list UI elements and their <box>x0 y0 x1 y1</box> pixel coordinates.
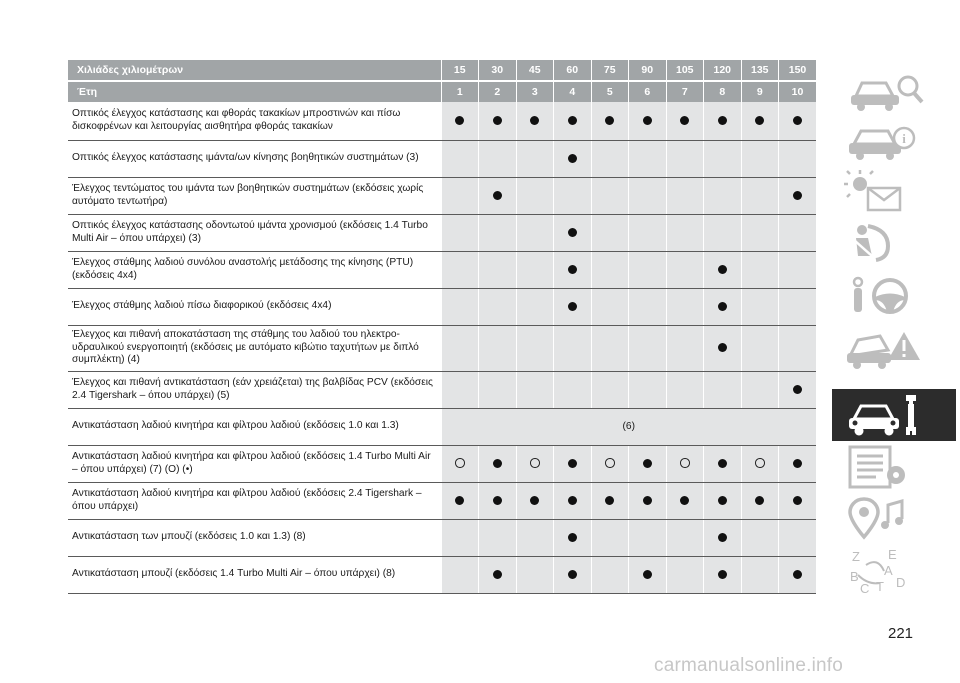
interval-cell <box>704 482 742 519</box>
filled-dot-mark <box>605 496 614 505</box>
sidebar-tab-airbag-seatbelt[interactable] <box>832 216 956 268</box>
header-year-3: 3 <box>516 81 554 102</box>
interval-cell <box>479 102 517 140</box>
interval-cell <box>629 177 667 214</box>
operation-description: Οπτικός έλεγχος κατάστασης ιμάντα/ων κίνησης βοηθητικών συστημάτων (3) <box>68 140 441 177</box>
table-row <box>68 102 816 140</box>
sidebar-tab-car-magnifier[interactable] <box>832 60 956 112</box>
interval-cell <box>666 371 704 408</box>
interval-cell <box>666 288 704 325</box>
filled-dot-mark <box>793 116 802 125</box>
interval-cell <box>591 288 629 325</box>
interval-cell <box>629 288 667 325</box>
header-year-8: 8 <box>704 81 742 102</box>
interval-cell <box>666 214 704 251</box>
operation-description: Αντικατάσταση μπουζί (εκδόσεις 1.4 Turbo Multi Air – όπου υπάρχει) (8) <box>68 556 441 593</box>
sidebar-tab-lights-message[interactable] <box>832 164 956 216</box>
interval-cell <box>554 325 592 371</box>
filled-dot-mark <box>493 116 502 125</box>
interval-cell <box>479 325 517 371</box>
interval-cell <box>629 556 667 593</box>
index-letter: B <box>850 569 859 584</box>
header-km-105: 105 <box>666 60 704 81</box>
hollow-circle-mark <box>605 458 615 468</box>
interval-cell <box>666 556 704 593</box>
sidebar-tab-technical-data-list[interactable] <box>832 441 956 493</box>
hollow-circle-mark <box>455 458 465 468</box>
interval-cell <box>779 325 817 371</box>
sidebar-tab-car-crash-warning[interactable] <box>832 320 956 372</box>
multimedia-navigation-icon <box>832 493 956 545</box>
interval-cell <box>441 482 479 519</box>
interval-cell <box>629 519 667 556</box>
filled-dot-mark <box>455 116 464 125</box>
table-row <box>68 371 816 408</box>
interval-cell <box>779 288 817 325</box>
interval-note: (6) <box>441 408 816 445</box>
interval-cell <box>741 102 779 140</box>
technical-data-list-icon <box>832 441 956 493</box>
filled-dot-mark <box>718 570 727 579</box>
header-km-90: 90 <box>629 60 667 81</box>
interval-cell <box>741 251 779 288</box>
sidebar-tab-alphabetical-index[interactable] <box>832 545 956 597</box>
filled-dot-mark <box>718 496 727 505</box>
filled-dot-mark <box>755 496 764 505</box>
interval-cell <box>441 288 479 325</box>
sidebar-tab-car-wrench[interactable] <box>832 389 956 441</box>
interval-cell <box>779 177 817 214</box>
sidebar-tab-multimedia-navigation[interactable] <box>832 493 956 545</box>
interval-cell <box>441 556 479 593</box>
operation-description: Αντικατάσταση λαδιού κινητήρα και φίλτρου λαδιού (εκδόσεις 2.4 Tigershark – όπου υπάρχει) <box>68 482 441 519</box>
interval-cell <box>441 140 479 177</box>
header-row-kilometers <box>68 60 816 81</box>
interval-cell <box>591 214 629 251</box>
filled-dot-mark <box>568 459 577 468</box>
interval-cell <box>666 445 704 482</box>
interval-cell <box>441 371 479 408</box>
interval-cell <box>779 371 817 408</box>
watermark: carmanualsonline.info <box>654 655 844 676</box>
header-km-120: 120 <box>704 60 742 81</box>
lights-message-icon <box>832 164 956 216</box>
filled-dot-mark <box>643 459 652 468</box>
interval-cell <box>479 214 517 251</box>
filled-dot-mark <box>793 385 802 394</box>
filled-dot-mark <box>643 116 652 125</box>
interval-cell <box>516 519 554 556</box>
interval-cell <box>591 251 629 288</box>
interval-cell <box>479 371 517 408</box>
interval-cell <box>704 214 742 251</box>
header-year-2: 2 <box>479 81 517 102</box>
filled-dot-mark <box>493 459 502 468</box>
filled-dot-mark <box>643 496 652 505</box>
svg-text:i: i <box>902 131 906 146</box>
page-number: 221 <box>888 625 914 642</box>
filled-dot-mark <box>680 496 689 505</box>
header-kilometers-label: Χιλιάδες χιλιομέτρων <box>68 60 441 81</box>
filled-dot-mark <box>718 116 727 125</box>
interval-cell <box>741 482 779 519</box>
index-letter: C <box>860 581 870 596</box>
operation-description: Οπτικός έλεγχος κατάστασης οδοντωτού ιμάντα χρονισμού (εκδόσεις 1.4 Turbo Multi Air – όπου υπάρχει) (3) <box>68 214 441 251</box>
interval-cell <box>441 177 479 214</box>
operation-description: Αντικατάσταση λαδιού κινητήρα και φίλτρου λαδιού (εκδόσεις 1.0 και 1.3) <box>68 408 441 445</box>
interval-cell <box>741 325 779 371</box>
interval-cell <box>441 251 479 288</box>
interval-cell <box>666 325 704 371</box>
filled-dot-mark <box>530 496 539 505</box>
interval-cell <box>516 371 554 408</box>
interval-cell <box>629 251 667 288</box>
table-row <box>68 325 816 371</box>
interval-cell <box>441 102 479 140</box>
interval-cell <box>479 445 517 482</box>
interval-cell <box>516 556 554 593</box>
filled-dot-mark <box>755 116 764 125</box>
filled-dot-mark <box>568 265 577 274</box>
filled-dot-mark <box>793 459 802 468</box>
interval-cell <box>629 445 667 482</box>
interval-cell <box>779 214 817 251</box>
table-row <box>68 140 816 177</box>
interval-cell <box>516 214 554 251</box>
interval-cell <box>779 102 817 140</box>
interval-cell <box>479 288 517 325</box>
car-crash-warning-icon <box>832 320 956 372</box>
interval-cell <box>591 140 629 177</box>
table-row <box>68 519 816 556</box>
filled-dot-mark <box>605 116 614 125</box>
hollow-circle-mark <box>530 458 540 468</box>
filled-dot-mark <box>793 570 802 579</box>
interval-cell <box>479 251 517 288</box>
table-row <box>68 482 816 519</box>
interval-cell <box>554 556 592 593</box>
interval-cell <box>554 288 592 325</box>
interval-cell <box>704 177 742 214</box>
sidebar-tab-car-info[interactable] <box>832 112 956 164</box>
interval-cell <box>741 288 779 325</box>
interval-cell <box>479 482 517 519</box>
interval-cell <box>554 214 592 251</box>
filled-dot-mark <box>680 116 689 125</box>
header-row-years <box>68 81 816 102</box>
table-row <box>68 214 816 251</box>
interval-cell <box>704 445 742 482</box>
operation-description: Οπτικός έλεγχος κατάστασης και φθοράς τακακίων μπροστινών και πίσω δισκοφρένων και λειτουργίας αισθητήρα φθοράς τακακίων <box>68 102 441 140</box>
interval-cell <box>516 177 554 214</box>
filled-dot-mark <box>718 265 727 274</box>
interval-cell <box>741 556 779 593</box>
filled-dot-mark <box>718 533 727 542</box>
table-row <box>68 408 816 445</box>
filled-dot-mark <box>718 459 727 468</box>
interval-cell <box>554 177 592 214</box>
operation-description: Έλεγχος και πιθανή αποκατάσταση της στάθμης του λαδιού του ηλεκτρο-υδραυλικού ενεργοποιητή (εκδόσεις με αυτόματο κιβώτιο ταχυτήτων με διπλό συμπλέκτη) (4) <box>68 325 441 371</box>
interval-cell <box>666 251 704 288</box>
hollow-circle-mark <box>755 458 765 468</box>
interval-cell <box>516 251 554 288</box>
interval-cell <box>591 556 629 593</box>
interval-cell <box>554 519 592 556</box>
interval-cell <box>554 445 592 482</box>
interval-cell <box>704 519 742 556</box>
filled-dot-mark <box>568 228 577 237</box>
interval-cell <box>554 140 592 177</box>
operation-description: Έλεγχος στάθμης λαδιού πίσω διαφορικού (εκδόσεις 4x4) <box>68 288 441 325</box>
filled-dot-mark <box>793 191 802 200</box>
filled-dot-mark <box>643 570 652 579</box>
header-year-7: 7 <box>666 81 704 102</box>
header-km-45: 45 <box>516 60 554 81</box>
header-year-4: 4 <box>554 81 592 102</box>
filled-dot-mark <box>530 116 539 125</box>
filled-dot-mark <box>568 570 577 579</box>
interval-cell <box>779 519 817 556</box>
filled-dot-mark <box>718 302 727 311</box>
index-letter: D <box>896 575 906 590</box>
interval-cell <box>666 177 704 214</box>
interval-cell <box>704 140 742 177</box>
alphabetical-index-icon <box>832 545 956 597</box>
header-km-150: 150 <box>779 60 817 81</box>
interval-cell <box>441 445 479 482</box>
maintenance-schedule-table <box>68 60 816 594</box>
interval-cell <box>629 214 667 251</box>
interval-cell <box>704 102 742 140</box>
interval-cell <box>554 371 592 408</box>
interval-cell <box>516 325 554 371</box>
interval-cell <box>479 556 517 593</box>
interval-cell <box>629 482 667 519</box>
interval-cell <box>704 556 742 593</box>
index-letter: Z <box>852 549 860 564</box>
interval-cell <box>704 251 742 288</box>
interval-cell <box>779 251 817 288</box>
interval-cell <box>441 325 479 371</box>
index-letter: A <box>884 563 893 578</box>
interval-cell <box>591 519 629 556</box>
header-year-5: 5 <box>591 81 629 102</box>
filled-dot-mark <box>568 496 577 505</box>
interval-cell <box>591 102 629 140</box>
filled-dot-mark <box>793 496 802 505</box>
interval-cell <box>741 445 779 482</box>
table-row <box>68 288 816 325</box>
filled-dot-mark <box>493 496 502 505</box>
index-letter: E <box>888 547 897 562</box>
interval-cell <box>741 177 779 214</box>
interval-cell <box>779 556 817 593</box>
interval-cell <box>666 519 704 556</box>
interval-cell <box>629 371 667 408</box>
interval-cell <box>666 140 704 177</box>
interval-cell <box>666 482 704 519</box>
interval-cell <box>591 445 629 482</box>
car-magnifier-icon <box>832 60 956 112</box>
interval-cell <box>516 102 554 140</box>
operation-description: Έλεγχος και πιθανή αντικατάσταση (εάν χρειάζεται) της βαλβίδας PCV (εκδόσεις 2.4 Tigershark – όπου υπάρχει) (5) <box>68 371 441 408</box>
operation-description: Έλεγχος τεντώματος του ιμάντα των βοηθητικών συστημάτων (εκδόσεις χωρίς αυτόματο τεντωτήρα) <box>68 177 441 214</box>
interval-cell <box>516 140 554 177</box>
interval-cell <box>591 177 629 214</box>
filled-dot-mark <box>718 343 727 352</box>
sidebar-tab-key-steering-wheel[interactable] <box>832 268 956 320</box>
interval-cell <box>554 102 592 140</box>
interval-cell <box>741 371 779 408</box>
header-year-6: 6 <box>629 81 667 102</box>
filled-dot-mark <box>493 570 502 579</box>
header-km-75: 75 <box>591 60 629 81</box>
interval-cell <box>741 519 779 556</box>
interval-cell <box>666 102 704 140</box>
header-year-10: 10 <box>779 81 817 102</box>
interval-cell <box>516 288 554 325</box>
interval-cell <box>591 325 629 371</box>
interval-cell <box>516 445 554 482</box>
filled-dot-mark <box>568 116 577 125</box>
header-km-60: 60 <box>554 60 592 81</box>
filled-dot-mark <box>455 496 464 505</box>
interval-cell <box>779 445 817 482</box>
interval-cell <box>629 102 667 140</box>
interval-cell <box>516 482 554 519</box>
car-wrench-icon <box>832 389 956 441</box>
header-year-9: 9 <box>741 81 779 102</box>
interval-cell <box>554 251 592 288</box>
interval-cell <box>591 371 629 408</box>
table-row <box>68 251 816 288</box>
interval-cell <box>441 519 479 556</box>
interval-cell <box>479 140 517 177</box>
interval-cell <box>591 482 629 519</box>
filled-dot-mark <box>568 154 577 163</box>
operation-description: Αντικατάσταση λαδιού κινητήρα και φίλτρου λαδιού (εκδόσεις 1.4 Turbo Multi Air – όπου υπάρχει) (7) (O) (•) <box>68 445 441 482</box>
interval-cell <box>479 519 517 556</box>
header-years-label: Έτη <box>68 81 441 102</box>
header-year-1: 1 <box>441 81 479 102</box>
interval-cell <box>741 140 779 177</box>
key-steering-wheel-icon <box>832 268 956 320</box>
interval-cell <box>779 482 817 519</box>
filled-dot-mark <box>493 191 502 200</box>
interval-cell <box>479 177 517 214</box>
interval-cell <box>554 482 592 519</box>
header-km-15: 15 <box>441 60 479 81</box>
interval-cell <box>629 325 667 371</box>
header-km-135: 135 <box>741 60 779 81</box>
operation-description: Αντικατάσταση των μπουζί (εκδόσεις 1.0 και 1.3) (8) <box>68 519 441 556</box>
interval-cell <box>629 140 667 177</box>
airbag-seatbelt-icon <box>832 216 956 268</box>
table-row <box>68 445 816 482</box>
car-info-icon <box>832 112 956 164</box>
interval-cell <box>441 214 479 251</box>
interval-cell <box>779 140 817 177</box>
table-row <box>68 177 816 214</box>
hollow-circle-mark <box>680 458 690 468</box>
operation-description: Έλεγχος στάθμης λαδιού συνόλου αναστολής μετάδοσης της κίνησης (PTU) (εκδόσεις 4x4) <box>68 251 441 288</box>
filled-dot-mark <box>568 533 577 542</box>
index-letter: T <box>876 579 884 594</box>
table-row <box>68 556 816 593</box>
interval-cell <box>704 371 742 408</box>
interval-cell <box>741 214 779 251</box>
header-km-30: 30 <box>479 60 517 81</box>
interval-cell <box>704 325 742 371</box>
filled-dot-mark <box>568 302 577 311</box>
interval-cell <box>704 288 742 325</box>
